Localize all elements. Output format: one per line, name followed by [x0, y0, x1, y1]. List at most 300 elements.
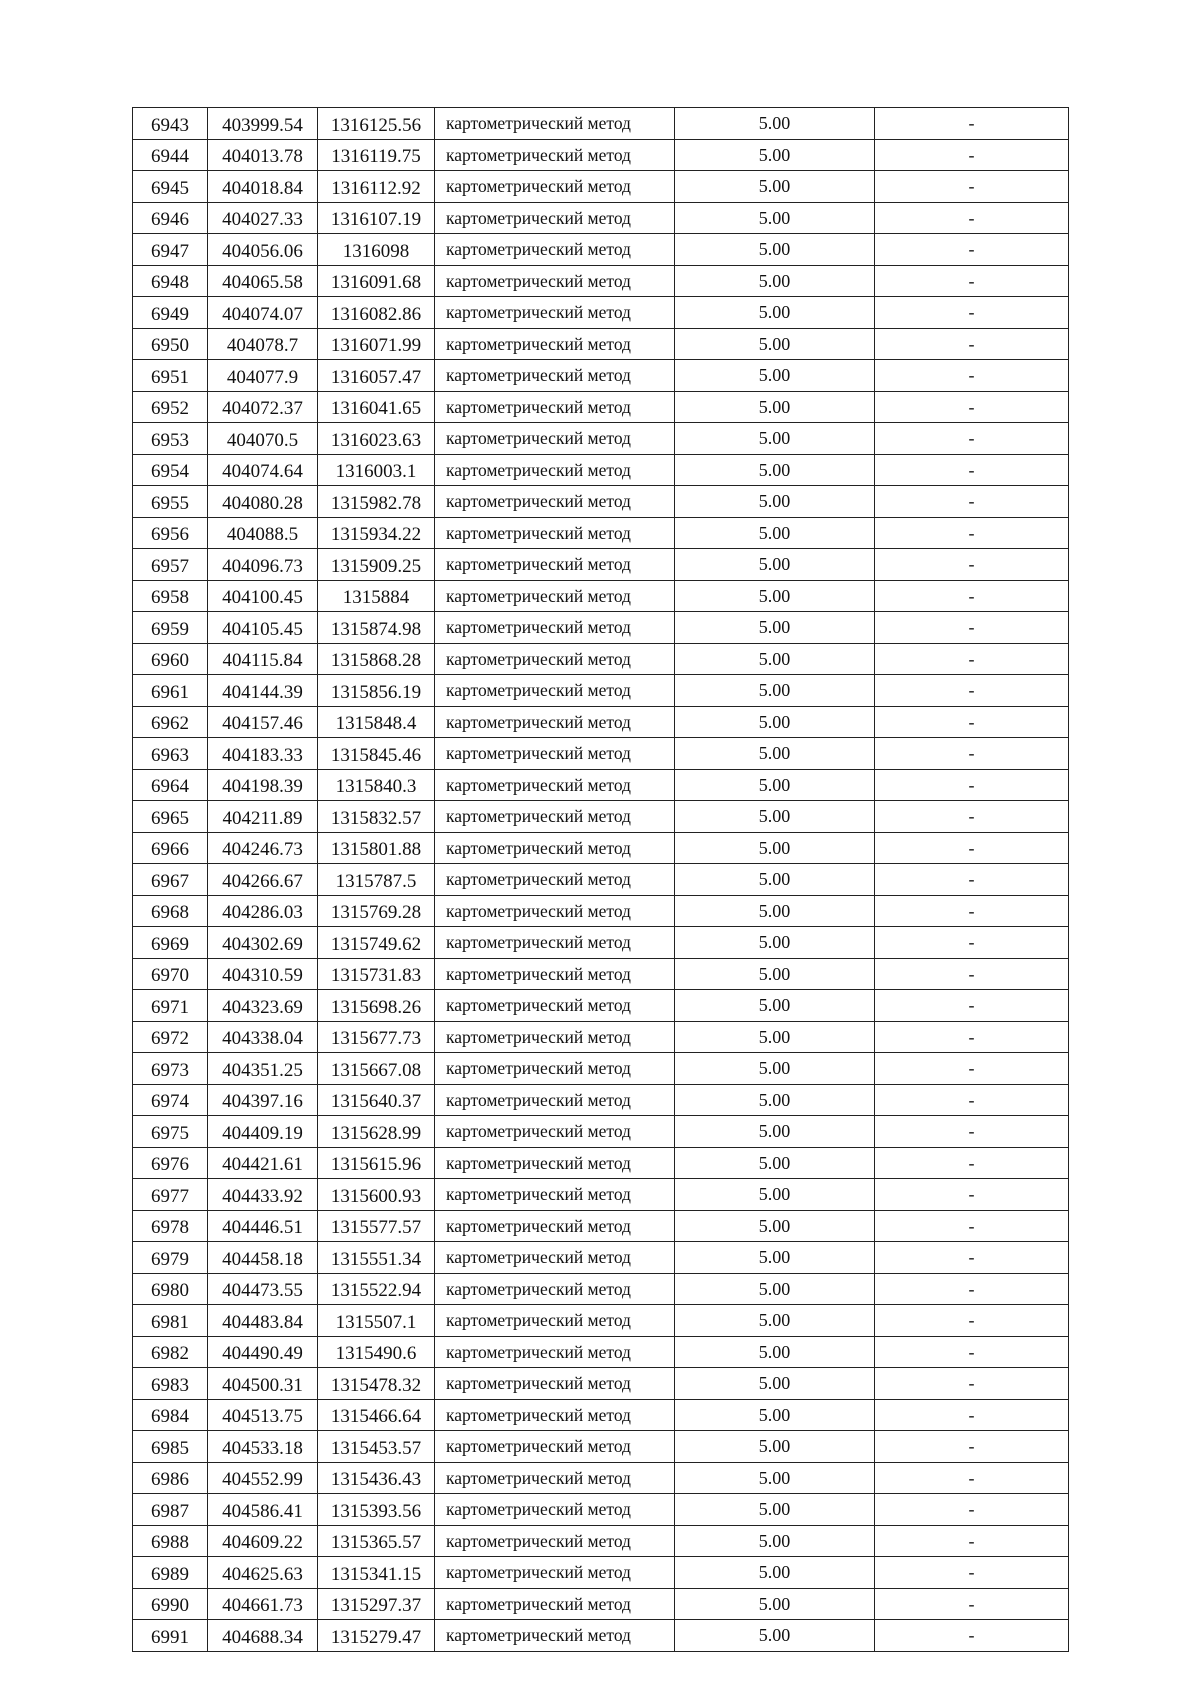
- point-number-cell: 6981: [133, 1305, 208, 1337]
- note-cell: -: [875, 580, 1069, 612]
- table-row: [133, 1147, 1069, 1179]
- table-row: [133, 864, 1069, 896]
- note-cell: -: [875, 1399, 1069, 1431]
- x-coordinate-cell: 404027.33: [208, 202, 318, 234]
- y-coordinate-cell: 1315667.08: [318, 1053, 435, 1085]
- table-row: [133, 328, 1069, 360]
- point-number-cell: 6955: [133, 486, 208, 518]
- y-coordinate-cell: 1315856.19: [318, 675, 435, 707]
- error-cell: 5.00: [675, 265, 875, 297]
- point-number-cell: 6984: [133, 1399, 208, 1431]
- error-cell: 5.00: [675, 328, 875, 360]
- method-cell: картометрический метод: [435, 423, 675, 455]
- y-coordinate-cell: 1315507.1: [318, 1305, 435, 1337]
- table-row: [133, 675, 1069, 707]
- method-cell: картометрический метод: [435, 612, 675, 644]
- note-cell: -: [875, 1053, 1069, 1085]
- y-coordinate-cell: 1316091.68: [318, 265, 435, 297]
- y-coordinate-cell: 1315832.57: [318, 801, 435, 833]
- error-cell: 5.00: [675, 139, 875, 171]
- error-cell: 5.00: [675, 706, 875, 738]
- note-cell: -: [875, 423, 1069, 455]
- note-cell: -: [875, 1116, 1069, 1148]
- x-coordinate-cell: 404115.84: [208, 643, 318, 675]
- note-cell: -: [875, 202, 1069, 234]
- x-coordinate-cell: 404446.51: [208, 1210, 318, 1242]
- error-cell: 5.00: [675, 517, 875, 549]
- table-row: [133, 769, 1069, 801]
- y-coordinate-cell: 1315749.62: [318, 927, 435, 959]
- table-row: [133, 1273, 1069, 1305]
- y-coordinate-cell: 1315845.46: [318, 738, 435, 770]
- method-cell: картометрический метод: [435, 769, 675, 801]
- y-coordinate-cell: 1315436.43: [318, 1462, 435, 1494]
- point-number-cell: 6948: [133, 265, 208, 297]
- method-cell: картометрический метод: [435, 1557, 675, 1589]
- point-number-cell: 6989: [133, 1557, 208, 1589]
- x-coordinate-cell: 404483.84: [208, 1305, 318, 1337]
- error-cell: 5.00: [675, 108, 875, 140]
- method-cell: картометрический метод: [435, 1494, 675, 1526]
- error-cell: 5.00: [675, 1084, 875, 1116]
- note-cell: -: [875, 234, 1069, 266]
- note-cell: -: [875, 1210, 1069, 1242]
- table-row: [133, 486, 1069, 518]
- method-cell: картометрический метод: [435, 706, 675, 738]
- point-number-cell: 6944: [133, 139, 208, 171]
- table-row: [133, 1431, 1069, 1463]
- x-coordinate-cell: 404323.69: [208, 990, 318, 1022]
- y-coordinate-cell: 1316098: [318, 234, 435, 266]
- y-coordinate-cell: 1316003.1: [318, 454, 435, 486]
- y-coordinate-cell: 1315731.83: [318, 958, 435, 990]
- note-cell: -: [875, 1525, 1069, 1557]
- method-cell: картометрический метод: [435, 864, 675, 896]
- method-cell: картометрический метод: [435, 927, 675, 959]
- point-number-cell: 6958: [133, 580, 208, 612]
- method-cell: картометрический метод: [435, 1053, 675, 1085]
- method-cell: картометрический метод: [435, 1210, 675, 1242]
- point-number-cell: 6972: [133, 1021, 208, 1053]
- note-cell: -: [875, 832, 1069, 864]
- error-cell: 5.00: [675, 1431, 875, 1463]
- method-cell: картометрический метод: [435, 517, 675, 549]
- table-row: [133, 1336, 1069, 1368]
- note-cell: -: [875, 549, 1069, 581]
- y-coordinate-cell: 1315840.3: [318, 769, 435, 801]
- table-row: [133, 360, 1069, 392]
- method-cell: картометрический метод: [435, 1620, 675, 1652]
- error-cell: 5.00: [675, 1053, 875, 1085]
- method-cell: картометрический метод: [435, 1084, 675, 1116]
- table-row: [133, 202, 1069, 234]
- y-coordinate-cell: 1315279.47: [318, 1620, 435, 1652]
- x-coordinate-cell: 404397.16: [208, 1084, 318, 1116]
- point-number-cell: 6954: [133, 454, 208, 486]
- note-cell: -: [875, 1273, 1069, 1305]
- method-cell: картометрический метод: [435, 1588, 675, 1620]
- point-number-cell: 6959: [133, 612, 208, 644]
- error-cell: 5.00: [675, 895, 875, 927]
- error-cell: 5.00: [675, 801, 875, 833]
- point-number-cell: 6964: [133, 769, 208, 801]
- note-cell: -: [875, 1336, 1069, 1368]
- table-row: [133, 832, 1069, 864]
- y-coordinate-cell: 1316041.65: [318, 391, 435, 423]
- table-row: [133, 927, 1069, 959]
- point-number-cell: 6971: [133, 990, 208, 1022]
- x-coordinate-cell: 404078.7: [208, 328, 318, 360]
- method-cell: картометрический метод: [435, 1431, 675, 1463]
- x-coordinate-cell: 404310.59: [208, 958, 318, 990]
- table-row: [133, 108, 1069, 140]
- x-coordinate-cell: 404586.41: [208, 1494, 318, 1526]
- note-cell: -: [875, 1179, 1069, 1211]
- error-cell: 5.00: [675, 360, 875, 392]
- point-number-cell: 6985: [133, 1431, 208, 1463]
- x-coordinate-cell: 404338.04: [208, 1021, 318, 1053]
- point-number-cell: 6978: [133, 1210, 208, 1242]
- error-cell: 5.00: [675, 297, 875, 329]
- x-coordinate-cell: 404080.28: [208, 486, 318, 518]
- table-row: [133, 549, 1069, 581]
- x-coordinate-cell: 404100.45: [208, 580, 318, 612]
- table-row: [133, 454, 1069, 486]
- error-cell: 5.00: [675, 171, 875, 203]
- x-coordinate-cell: 404609.22: [208, 1525, 318, 1557]
- point-number-cell: 6986: [133, 1462, 208, 1494]
- x-coordinate-cell: 404074.64: [208, 454, 318, 486]
- error-cell: 5.00: [675, 738, 875, 770]
- method-cell: картометрический метод: [435, 1305, 675, 1337]
- y-coordinate-cell: 1315577.57: [318, 1210, 435, 1242]
- table-row: [133, 958, 1069, 990]
- error-cell: 5.00: [675, 927, 875, 959]
- table-row: [133, 1210, 1069, 1242]
- method-cell: картометрический метод: [435, 738, 675, 770]
- y-coordinate-cell: 1315787.5: [318, 864, 435, 896]
- error-cell: 5.00: [675, 1021, 875, 1053]
- note-cell: -: [875, 391, 1069, 423]
- method-cell: картометрический метод: [435, 1147, 675, 1179]
- x-coordinate-cell: 404661.73: [208, 1588, 318, 1620]
- error-cell: 5.00: [675, 832, 875, 864]
- table-row: [133, 297, 1069, 329]
- x-coordinate-cell: 404421.61: [208, 1147, 318, 1179]
- note-cell: -: [875, 486, 1069, 518]
- y-coordinate-cell: 1316023.63: [318, 423, 435, 455]
- y-coordinate-cell: 1315848.4: [318, 706, 435, 738]
- x-coordinate-cell: 404105.45: [208, 612, 318, 644]
- x-coordinate-cell: 404056.06: [208, 234, 318, 266]
- error-cell: 5.00: [675, 1557, 875, 1589]
- x-coordinate-cell: 404473.55: [208, 1273, 318, 1305]
- y-coordinate-cell: 1315874.98: [318, 612, 435, 644]
- error-cell: 5.00: [675, 1588, 875, 1620]
- error-cell: 5.00: [675, 643, 875, 675]
- error-cell: 5.00: [675, 612, 875, 644]
- note-cell: -: [875, 1431, 1069, 1463]
- error-cell: 5.00: [675, 1494, 875, 1526]
- point-number-cell: 6979: [133, 1242, 208, 1274]
- method-cell: картометрический метод: [435, 202, 675, 234]
- x-coordinate-cell: 404211.89: [208, 801, 318, 833]
- point-number-cell: 6976: [133, 1147, 208, 1179]
- error-cell: 5.00: [675, 1242, 875, 1274]
- table-row: [133, 801, 1069, 833]
- point-number-cell: 6983: [133, 1368, 208, 1400]
- method-cell: картометрический метод: [435, 1273, 675, 1305]
- table-row: [133, 1557, 1069, 1589]
- method-cell: картометрический метод: [435, 234, 675, 266]
- x-coordinate-cell: 404065.58: [208, 265, 318, 297]
- table-row: [133, 1462, 1069, 1494]
- point-number-cell: 6969: [133, 927, 208, 959]
- x-coordinate-cell: 404144.39: [208, 675, 318, 707]
- method-cell: картометрический метод: [435, 108, 675, 140]
- note-cell: -: [875, 1588, 1069, 1620]
- note-cell: -: [875, 643, 1069, 675]
- note-cell: -: [875, 801, 1069, 833]
- note-cell: -: [875, 139, 1069, 171]
- x-coordinate-cell: 404625.63: [208, 1557, 318, 1589]
- method-cell: картометрический метод: [435, 297, 675, 329]
- x-coordinate-cell: 404409.19: [208, 1116, 318, 1148]
- note-cell: -: [875, 1084, 1069, 1116]
- x-coordinate-cell: 404096.73: [208, 549, 318, 581]
- error-cell: 5.00: [675, 486, 875, 518]
- error-cell: 5.00: [675, 1336, 875, 1368]
- y-coordinate-cell: 1316112.92: [318, 171, 435, 203]
- point-number-cell: 6960: [133, 643, 208, 675]
- x-coordinate-cell: 404688.34: [208, 1620, 318, 1652]
- x-coordinate-cell: 404013.78: [208, 139, 318, 171]
- method-cell: картометрический метод: [435, 1336, 675, 1368]
- error-cell: 5.00: [675, 391, 875, 423]
- note-cell: -: [875, 265, 1069, 297]
- y-coordinate-cell: 1315551.34: [318, 1242, 435, 1274]
- error-cell: 5.00: [675, 202, 875, 234]
- error-cell: 5.00: [675, 1620, 875, 1652]
- y-coordinate-cell: 1315341.15: [318, 1557, 435, 1589]
- note-cell: -: [875, 612, 1069, 644]
- y-coordinate-cell: 1315801.88: [318, 832, 435, 864]
- table-row: [133, 1179, 1069, 1211]
- table-row: [133, 643, 1069, 675]
- table-row: [133, 1021, 1069, 1053]
- table-row: [133, 1053, 1069, 1085]
- note-cell: -: [875, 895, 1069, 927]
- note-cell: -: [875, 517, 1069, 549]
- y-coordinate-cell: 1315478.32: [318, 1368, 435, 1400]
- y-coordinate-cell: 1315982.78: [318, 486, 435, 518]
- point-number-cell: 6988: [133, 1525, 208, 1557]
- point-number-cell: 6968: [133, 895, 208, 927]
- error-cell: 5.00: [675, 1399, 875, 1431]
- point-number-cell: 6961: [133, 675, 208, 707]
- note-cell: -: [875, 454, 1069, 486]
- point-number-cell: 6951: [133, 360, 208, 392]
- point-number-cell: 6950: [133, 328, 208, 360]
- note-cell: -: [875, 1620, 1069, 1652]
- table-row: [133, 1525, 1069, 1557]
- point-number-cell: 6970: [133, 958, 208, 990]
- table-row: [133, 580, 1069, 612]
- y-coordinate-cell: 1315628.99: [318, 1116, 435, 1148]
- point-number-cell: 6966: [133, 832, 208, 864]
- table-row: [133, 1242, 1069, 1274]
- note-cell: -: [875, 1021, 1069, 1053]
- point-number-cell: 6974: [133, 1084, 208, 1116]
- method-cell: картометрический метод: [435, 675, 675, 707]
- y-coordinate-cell: 1315640.37: [318, 1084, 435, 1116]
- error-cell: 5.00: [675, 1147, 875, 1179]
- x-coordinate-cell: 404490.49: [208, 1336, 318, 1368]
- method-cell: картометрический метод: [435, 1525, 675, 1557]
- point-number-cell: 6943: [133, 108, 208, 140]
- y-coordinate-cell: 1316119.75: [318, 139, 435, 171]
- note-cell: -: [875, 769, 1069, 801]
- method-cell: картометрический метод: [435, 328, 675, 360]
- point-number-cell: 6962: [133, 706, 208, 738]
- y-coordinate-cell: 1315909.25: [318, 549, 435, 581]
- point-number-cell: 6956: [133, 517, 208, 549]
- point-number-cell: 6947: [133, 234, 208, 266]
- note-cell: -: [875, 171, 1069, 203]
- point-number-cell: 6977: [133, 1179, 208, 1211]
- x-coordinate-cell: 404198.39: [208, 769, 318, 801]
- error-cell: 5.00: [675, 1368, 875, 1400]
- point-number-cell: 6975: [133, 1116, 208, 1148]
- y-coordinate-cell: 1315698.26: [318, 990, 435, 1022]
- error-cell: 5.00: [675, 958, 875, 990]
- note-cell: -: [875, 990, 1069, 1022]
- coordinates-table-body: [133, 108, 1069, 1652]
- y-coordinate-cell: 1315453.57: [318, 1431, 435, 1463]
- y-coordinate-cell: 1315490.6: [318, 1336, 435, 1368]
- x-coordinate-cell: 404351.25: [208, 1053, 318, 1085]
- point-number-cell: 6991: [133, 1620, 208, 1652]
- table-row: [133, 423, 1069, 455]
- note-cell: -: [875, 1494, 1069, 1526]
- table-row: [133, 1399, 1069, 1431]
- method-cell: картометрический метод: [435, 391, 675, 423]
- x-coordinate-cell: 404077.9: [208, 360, 318, 392]
- method-cell: картометрический метод: [435, 1021, 675, 1053]
- method-cell: картометрический метод: [435, 895, 675, 927]
- note-cell: -: [875, 864, 1069, 896]
- point-number-cell: 6945: [133, 171, 208, 203]
- y-coordinate-cell: 1315868.28: [318, 643, 435, 675]
- error-cell: 5.00: [675, 990, 875, 1022]
- method-cell: картометрический метод: [435, 801, 675, 833]
- point-number-cell: 6953: [133, 423, 208, 455]
- note-cell: -: [875, 738, 1069, 770]
- point-number-cell: 6980: [133, 1273, 208, 1305]
- y-coordinate-cell: 1315934.22: [318, 517, 435, 549]
- table-row: [133, 265, 1069, 297]
- table-row: [133, 1116, 1069, 1148]
- table-row: [133, 1305, 1069, 1337]
- coordinates-table: [132, 107, 1069, 1652]
- method-cell: картометрический метод: [435, 958, 675, 990]
- x-coordinate-cell: 404088.5: [208, 517, 318, 549]
- y-coordinate-cell: 1316125.56: [318, 108, 435, 140]
- note-cell: -: [875, 1557, 1069, 1589]
- y-coordinate-cell: 1315600.93: [318, 1179, 435, 1211]
- error-cell: 5.00: [675, 1305, 875, 1337]
- note-cell: -: [875, 1147, 1069, 1179]
- table-row: [133, 738, 1069, 770]
- method-cell: картометрический метод: [435, 580, 675, 612]
- method-cell: картометрический метод: [435, 549, 675, 581]
- y-coordinate-cell: 1315522.94: [318, 1273, 435, 1305]
- table-row: [133, 234, 1069, 266]
- x-coordinate-cell: 403999.54: [208, 108, 318, 140]
- method-cell: картометрический метод: [435, 1242, 675, 1274]
- point-number-cell: 6952: [133, 391, 208, 423]
- table-row: [133, 171, 1069, 203]
- point-number-cell: 6949: [133, 297, 208, 329]
- error-cell: 5.00: [675, 675, 875, 707]
- method-cell: картометрический метод: [435, 1462, 675, 1494]
- method-cell: картометрический метод: [435, 360, 675, 392]
- point-number-cell: 6982: [133, 1336, 208, 1368]
- y-coordinate-cell: 1315884: [318, 580, 435, 612]
- error-cell: 5.00: [675, 454, 875, 486]
- error-cell: 5.00: [675, 1273, 875, 1305]
- note-cell: -: [875, 297, 1069, 329]
- note-cell: -: [875, 1242, 1069, 1274]
- point-number-cell: 6963: [133, 738, 208, 770]
- note-cell: -: [875, 1305, 1069, 1337]
- method-cell: картометрический метод: [435, 486, 675, 518]
- error-cell: 5.00: [675, 1179, 875, 1211]
- method-cell: картометрический метод: [435, 454, 675, 486]
- note-cell: -: [875, 328, 1069, 360]
- error-cell: 5.00: [675, 1210, 875, 1242]
- table-row: [133, 990, 1069, 1022]
- x-coordinate-cell: 404286.03: [208, 895, 318, 927]
- error-cell: 5.00: [675, 1525, 875, 1557]
- y-coordinate-cell: 1315297.37: [318, 1588, 435, 1620]
- point-number-cell: 6946: [133, 202, 208, 234]
- table-row: [133, 1494, 1069, 1526]
- table-row: [133, 1084, 1069, 1116]
- y-coordinate-cell: 1315677.73: [318, 1021, 435, 1053]
- method-cell: картометрический метод: [435, 643, 675, 675]
- table-row: [133, 706, 1069, 738]
- error-cell: 5.00: [675, 580, 875, 612]
- y-coordinate-cell: 1316057.47: [318, 360, 435, 392]
- x-coordinate-cell: 404513.75: [208, 1399, 318, 1431]
- method-cell: картометрический метод: [435, 990, 675, 1022]
- note-cell: -: [875, 360, 1069, 392]
- y-coordinate-cell: 1316082.86: [318, 297, 435, 329]
- y-coordinate-cell: 1316071.99: [318, 328, 435, 360]
- x-coordinate-cell: 404157.46: [208, 706, 318, 738]
- x-coordinate-cell: 404433.92: [208, 1179, 318, 1211]
- x-coordinate-cell: 404070.5: [208, 423, 318, 455]
- method-cell: картометрический метод: [435, 1368, 675, 1400]
- x-coordinate-cell: 404458.18: [208, 1242, 318, 1274]
- x-coordinate-cell: 404018.84: [208, 171, 318, 203]
- method-cell: картометрический метод: [435, 139, 675, 171]
- method-cell: картометрический метод: [435, 265, 675, 297]
- error-cell: 5.00: [675, 549, 875, 581]
- method-cell: картометрический метод: [435, 1116, 675, 1148]
- note-cell: -: [875, 108, 1069, 140]
